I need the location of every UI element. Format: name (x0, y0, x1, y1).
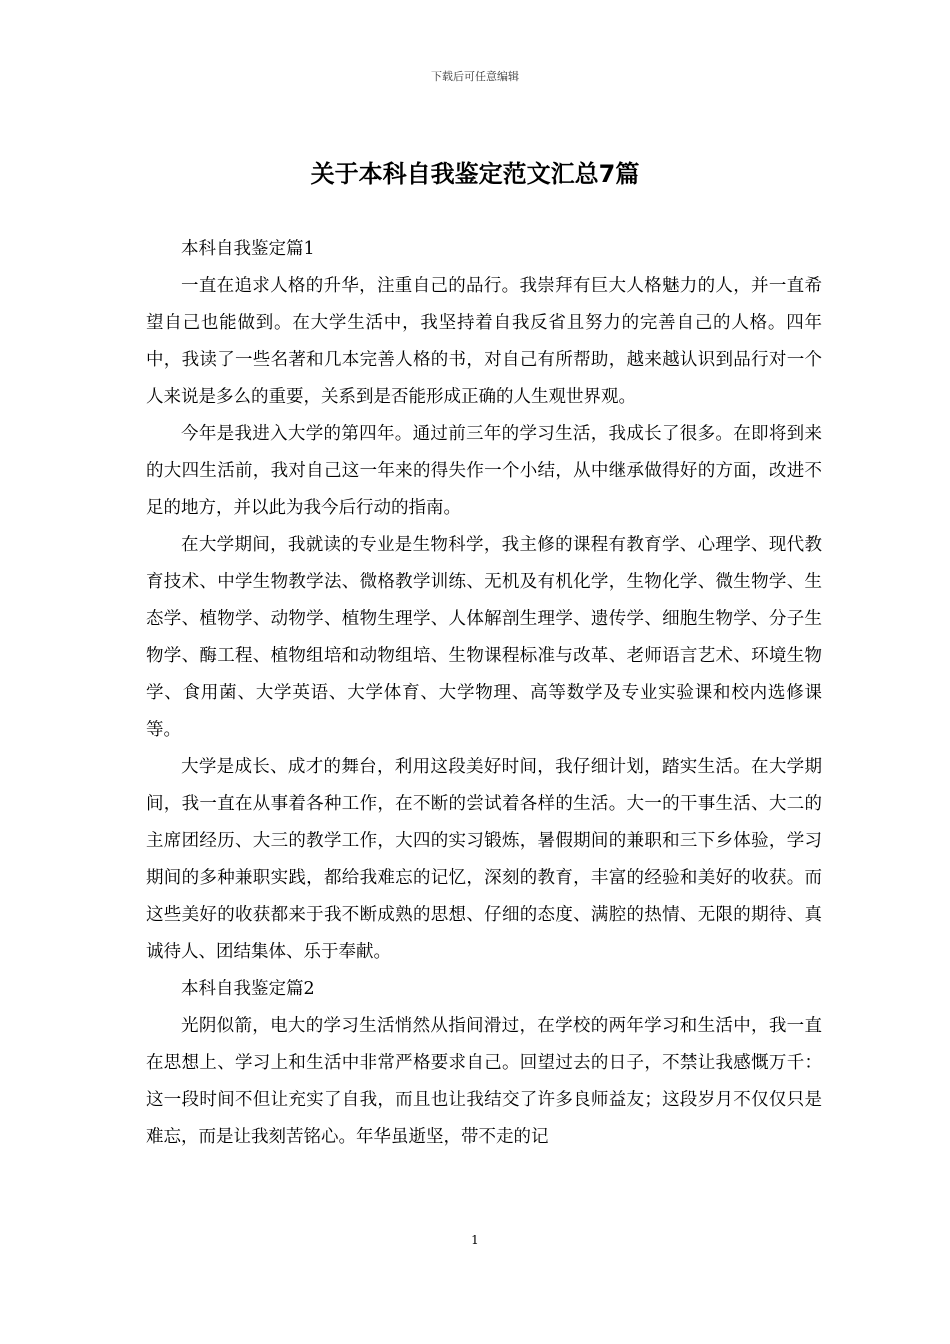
body-paragraph: 大学是成长、成才的舞台，利用这段美好时间，我仔细计划，踏实生活。在大学期间，我一直在从事着各种工作，在不断的尝试着各样的生活。大一的干事生活、大二的主席团经历、大三的教学工作，大四的实习锻炼，暑假期间的兼职和三下乡体验，学习期间的多种兼职实践，都给我难忘的记忆，深刻的教育，丰富的经验和美好的收获。而这些美好的收获都来于我不断成熟的思想、仔细的态度、满腔的热情、无限的期待、真诚待人、团结集体、乐于奉献。 (146, 757, 822, 962)
header-note: 下载后可任意编辑 (431, 70, 519, 83)
body-paragraph: 在大学期间，我就读的专业是生物科学，我主修的课程有教育学、心理学、现代教育技术、中学生物教学法、微格教学训练、无机及有机化学，生物化学、微生物学、生态学、植物学、动物学、植物生理学、人体解剖生理学、遗传学、细胞生物学、分子生物学、酶工程、植物组培和动物组培、生物课程标准与改革、老师语言艺术、环境生物学、食用菌、大学英语、大学体育、大学物理、高等数学及专业实验课和校内选修课等。 (146, 535, 822, 740)
section-heading-2: 本科自我鉴定篇2 (181, 979, 315, 999)
page-number: 1 (471, 1233, 479, 1247)
section-heading-1: 本科自我鉴定篇1 (181, 239, 315, 259)
body-paragraph: 今年是我进入大学的第四年。通过前三年的学习生活，我成长了很多。在即将到来的大四生活前，我对自己这一年来的得失作一个小结，从中继承做得好的方面，改进不足的地方，并以此为我今后行动的指南。 (146, 424, 822, 518)
document-title: 关于本科自我鉴定范文汇总7篇 (310, 160, 640, 188)
document-body (146, 231, 822, 1156)
body-paragraph: 光阴似箭，电大的学习生活悄然从指间滑过，在学校的两年学习和生活中，我一直在思想上、学习上和生活中非常严格要求自己。回望过去的日子，不禁让我感慨万千：这一段时间不但让充实了自我，而且也让我结交了许多良师益友；这段岁月不仅仅只是难忘，而是让我刻苦铭心。年华虽逝坚，带不走的记 (146, 1016, 822, 1147)
body-paragraph: 一直在追求人格的升华，注重自己的品行。我崇拜有巨大人格魅力的人，并一直希望自己也能做到。在大学生活中，我坚持着自我反省且努力的完善自己的人格。四年中，我读了一些名著和几本完善人格的书，对自己有所帮助，越来越认识到品行对一个人来说是多么的重要，关系到是否能形成正确的人生观世界观。 (146, 276, 822, 407)
